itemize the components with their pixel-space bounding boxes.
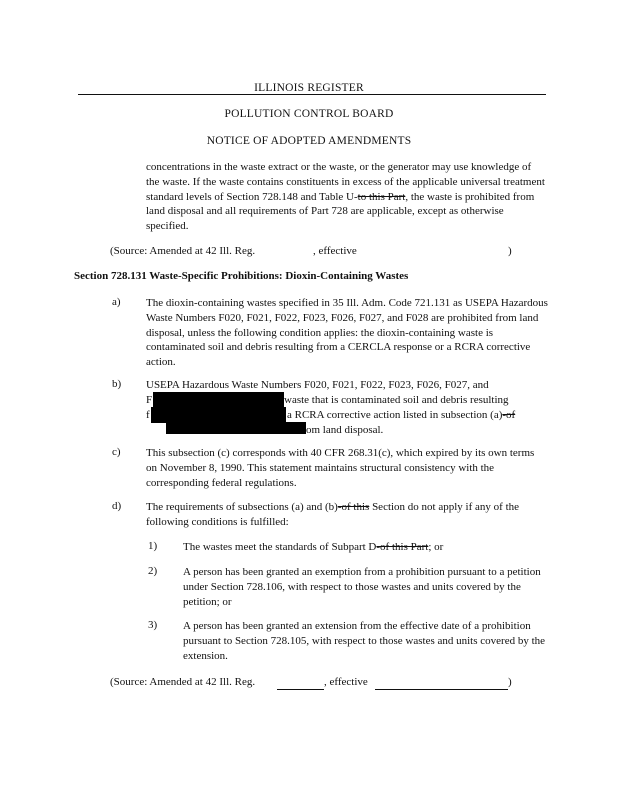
- section-heading: Section 728.131 Waste-Specific Prohibitions: Dioxin-Containing Wastes: [74, 270, 409, 282]
- redaction-block-3: [166, 422, 306, 434]
- item-d-label: d): [112, 500, 122, 512]
- source-effective-1: , effective: [313, 245, 357, 257]
- item-d-text: [146, 500, 546, 530]
- item-b-line3-text: a RCRA corrective action listed in subsection (a): [287, 409, 503, 421]
- item-b-line2-end: waste that is contaminated soil and debris resulting: [284, 394, 509, 406]
- subitem-3-text: A person has been granted an extension from the effective date of a prohibition pursuant to Section 728.105, with respect to those wastes and units covered by the extension.: [183, 620, 546, 662]
- header-rule: [78, 94, 546, 95]
- item-b-line2-start: F: [146, 394, 153, 406]
- item-b-line4-end: om land disposal.: [306, 424, 384, 436]
- register-title: ILLINOIS REGISTER: [254, 82, 364, 94]
- notice-title: NOTICE OF ADOPTED AMENDMENTS: [206, 135, 412, 147]
- item-b-line3: [287, 408, 515, 423]
- reg-number-blank: [277, 678, 324, 690]
- item-a-label: a): [112, 296, 121, 308]
- effective-date-blank: [375, 678, 508, 690]
- intro-text-end: , the waste is prohibited from land disposal and all requirements of Part 728 are applicable, except as otherwise specified.: [146, 190, 535, 233]
- intro-paragraph: [146, 160, 546, 234]
- item-b-line3-struck: -of: [502, 409, 516, 421]
- item-c-label: c): [112, 446, 121, 458]
- source-effective-2: , effective: [324, 676, 368, 688]
- subitem-2-label: 2): [148, 565, 158, 577]
- subitem-1-text-end: ; or: [428, 541, 444, 553]
- subitem-2-text: A person has been granted an exemption from a prohibition pursuant to a petition under Section 728.106, with respect to those wastes and units covered by the petition; or: [183, 566, 541, 608]
- subitem-1-text: [183, 540, 548, 555]
- subitem-1-text-start: The wastes meet the standards of Subpart D: [183, 541, 377, 553]
- board-title: POLLUTION CONTROL BOARD: [224, 108, 394, 120]
- source-prefix-2: (Source: Amended at 42 Ill. Reg.: [110, 676, 256, 688]
- redaction-block-1: [153, 392, 284, 408]
- intro-text: concentrations in the waste extract or the waste, or the generator may use knowledge of the waste. If the waste contains constituents in excess of the applicable universal treatment standard levels of Section 728.148 and Table U-: [146, 161, 545, 203]
- item-b-label: b): [112, 378, 122, 390]
- item-b-line1: USEPA Hazardous Waste Numbers F020, F021, F022, F023, F026, F027, and: [146, 379, 489, 391]
- source-close-1: ): [508, 245, 512, 257]
- subitem-3-label: 3): [148, 619, 158, 631]
- subitem-1-struck: -of this Part: [376, 541, 429, 553]
- subitem-1-label: 1): [148, 540, 158, 552]
- item-d-struck: -of this: [337, 501, 370, 513]
- source-note-2: [110, 676, 255, 688]
- item-a-text: The dioxin-containing wastes specified in 35 Ill. Adm. Code 721.131 as USEPA Hazardous Waste Numbers F020, F021, F022, F023, F026, F027, and F028 are prohibited from land disposal, unless the following condition applies: the dioxin-containing waste is contaminated soil and debris resulting from a CERCLA response or a RCRA corrective action.: [146, 297, 548, 369]
- item-c-text: This subsection (c) corresponds with 40 CFR 268.31(c), which expired by its own terms on November 8, 1990. This statement maintains structural consistency with the corresponding federal regulations.: [146, 447, 535, 489]
- item-d-text-end: Section do not apply if any of the following conditions is fulfilled:: [146, 501, 520, 528]
- source-note-1: [110, 245, 255, 257]
- item-d-text-start: The requirements of subsections (a) and (b): [146, 501, 338, 513]
- intro-struck-text: to this Part: [357, 190, 406, 203]
- source-close-2: ): [508, 676, 512, 688]
- item-b-line3-start: f: [146, 409, 150, 421]
- source-prefix: (Source: Amended at 42 Ill. Reg.: [110, 245, 256, 257]
- redaction-block-2: [151, 407, 286, 423]
